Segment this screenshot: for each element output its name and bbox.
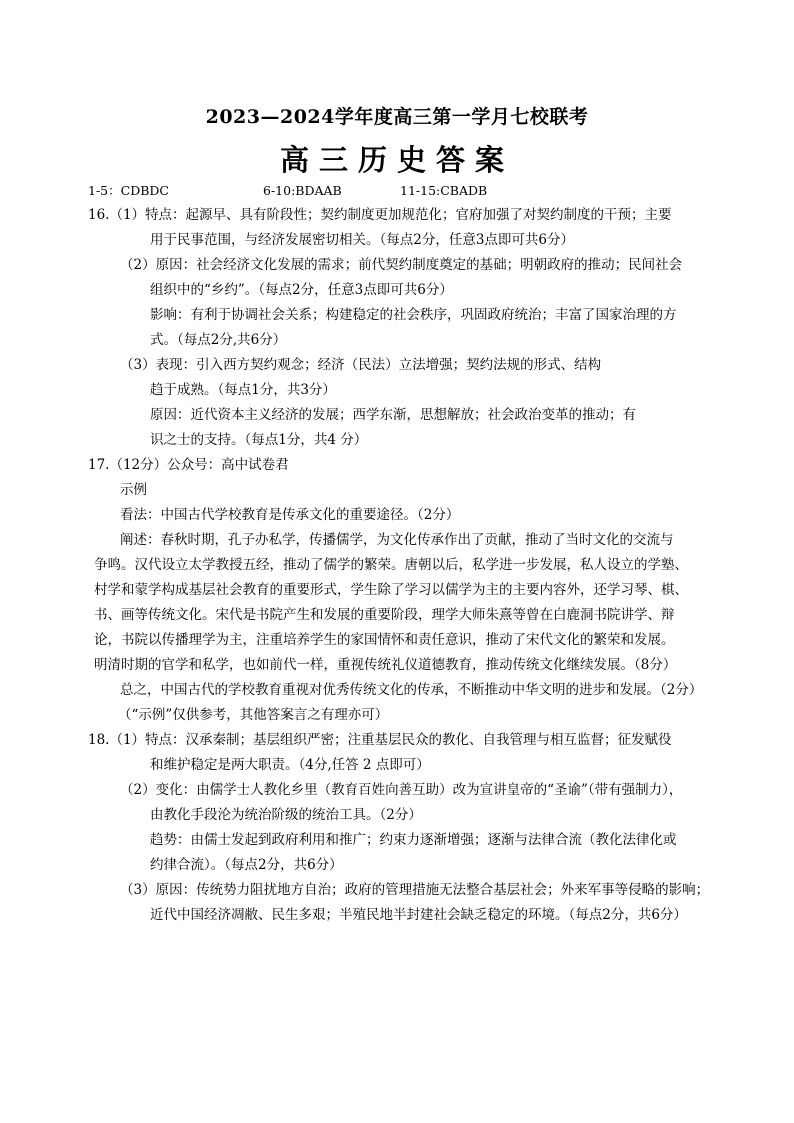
q17-line: 总之，中国古代的学校教育重视对优秀传统文化的传承，不断推动中华文明的进步和发展。（2分） <box>120 682 703 698</box>
choice-answers-11-15: 11-15:CBADB <box>400 183 488 198</box>
q16-line: 16.（1）特点：起源早、具有阶段性；契约制度更加规范化；官府加强了对契约制度的干预；主要 <box>88 207 672 223</box>
q18-line: 趋势：由儒士发起到政府利用和推广；约束力逐渐增强；逐渐与法律合流（教化法律化或 <box>150 832 677 848</box>
q17-line: 阐述：春秋时期，孔子办私学，传播儒学，为文化传承作出了贡献，推动了当时文化的交流与 <box>120 532 674 548</box>
page-title: 高三历史答案 <box>279 143 514 177</box>
exam-title: 2023—2024学年度高三第一学月七校联考 <box>205 106 589 128</box>
q18-line: （3）原因：传统势力阻扰地方自治；政府的管理措施无法整合基层社会；外来军事等侵略的影响； <box>120 882 710 898</box>
q16-line: 用于民事范围，与经济发展密切相关。（每点2分，任意3点即可共6分） <box>150 232 575 248</box>
q18-line: 约律合流）。（每点2分，共6分） <box>150 857 343 873</box>
q17-line: 看法：中国古代学校教育是传承文化的重要途径。（2分） <box>120 507 460 523</box>
choice-answers-6-10: 6-10:BDAAB <box>263 183 342 198</box>
q17-line: 示例 <box>120 482 147 498</box>
q16-line: 趋于成熟。（每点1分，共3分） <box>150 382 336 398</box>
q18-line: 和维护稳定是两大职责。（4分,任答 2 点即可） <box>150 757 430 773</box>
q18-line: 由教化手段沦为统治阶级的统治工具。（2分） <box>150 807 422 823</box>
q18-line: 18.（1）特点：汉承秦制；基层组织严密；注重基层民众的教化、自我管理与相互监督；征发赋役 <box>88 732 672 748</box>
q17-line: （“示例”仅供参考，其他答案言之有理亦可） <box>118 707 389 723</box>
q16-line: 原因：近代资本主义经济的发展；西学东渐，思想解放；社会政治变革的推动；有 <box>150 407 636 423</box>
q17-line: 17.（12分）公众号：高中试卷君 <box>88 457 289 473</box>
choice-answers-1-5: 1-5：CDBDC <box>88 183 169 198</box>
q16-line: 组织中的“乡约”。（每点2分，任意3点即可共6分） <box>150 282 453 298</box>
q16-line: 影响：有利于协调社会关系；构建稳定的社会秩序，巩固政府统治；丰富了国家治理的方 <box>150 307 677 323</box>
q16-line: 式。（每点2分,共6分） <box>150 332 287 348</box>
q17-line: 明清时期的官学和私学，也如前代一样，重视传统礼仪道德教育，推动传统文化继续发展。（8分） <box>94 657 677 673</box>
q17-line: 村学和蒙学构成基层社会教育的重要形式，学生除了学习以儒学为主的主要内容外，还学习琴、棋、 <box>94 582 688 598</box>
q17-line: 论，书院以传播理学为主，注重培养学生的家国情怀和责任意识，推动了宋代文化的繁荣和发展。 <box>94 632 675 648</box>
q16-line: 识之士的支持。（每点1分，共4 分） <box>150 432 368 448</box>
q17-line: 书、画等传统文化。宋代是书院产生和发展的重要阶段，理学大师朱熹等曾在白鹿洞书院讲学、辩 <box>94 607 675 623</box>
choice-answers <box>88 181 487 199</box>
q18-line: （2）变化：由儒学士人教化乡里（教育百姓向善互助）改为宣讲皇帝的“圣谕”（带有强制力）， <box>120 782 683 798</box>
q16-line: （3）表现：引入西方契约观念；经济（民法）立法增强；契约法规的形式、结构 <box>120 357 602 373</box>
q16-line: （2）原因：社会经济文化发展的需求；前代契约制度奠定的基础；明朝政府的推动；民间社会 <box>120 257 683 273</box>
q17-line: 争鸣。汉代设立太学教授五经，推动了儒学的繁荣。唐朝以后，私学进一步发展，私人设立的学塾、 <box>94 557 688 573</box>
q18-line: 近代中国经济凋敝、民生多艰；半殖民地半封建社会缺乏稳定的环境。（每点2分，共6分） <box>150 907 687 923</box>
